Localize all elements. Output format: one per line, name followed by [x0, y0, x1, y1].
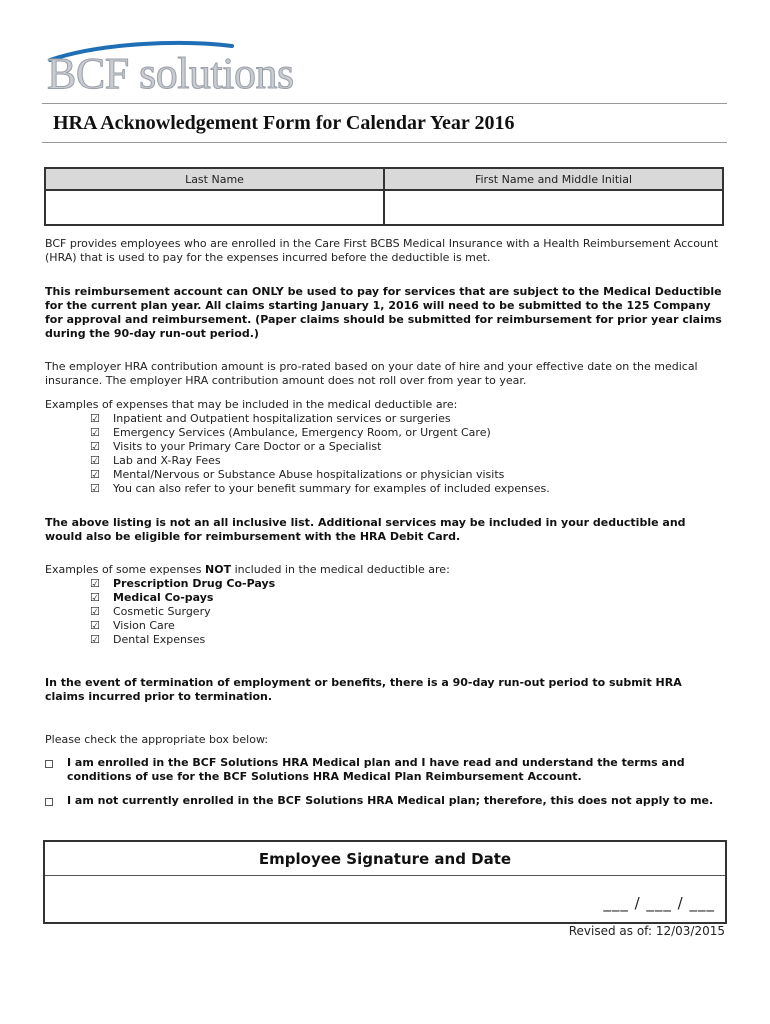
list-item: ☑ Prescription Drug Co-Pays: [90, 577, 276, 590]
list-item: ☑ You can also refer to your benefit summary for examples of included expenses.: [90, 482, 550, 495]
list-item: ☑ Cosmetic Surgery: [90, 605, 211, 618]
excluded-heading: Examples of some expenses NOT included in the medical deductible are:: [45, 563, 450, 576]
list-item: ☑ Dental Expenses: [90, 633, 206, 646]
included-heading: Examples of expenses that may be included in the medical deductible are:: [45, 398, 458, 411]
signature-heading: Employee Signature and Date: [45, 842, 725, 876]
enrolled-option-label: I am enrolled in the BCF Solutions HRA Medical plan and I have read and understand the terms and conditions of use for the BCF Solutions HRA Medical Plan Reimbursement Account.: [67, 756, 685, 783]
list-item: ☑ Emergency Services (Ambulance, Emergency Room, or Urgent Care): [90, 426, 491, 439]
name-table: [44, 167, 724, 226]
checkmark-icon: ☑: [90, 605, 100, 618]
signature-date-field[interactable]: ___ / ___ / ___: [603, 894, 715, 912]
contribution-paragraph: The employer HRA contribution amount is pro-rated based on your date of hire and your effective date on the medical insurance. The employer HRA contribution amount does not roll over from year to year.: [45, 360, 698, 387]
check-prompt: Please check the appropriate box below:: [45, 733, 269, 746]
checkmark-icon: ☑: [90, 454, 100, 467]
first-name-header: First Name and Middle Initial: [384, 168, 723, 190]
enrolled-checkbox[interactable]: [45, 760, 53, 768]
checkmark-icon: ☑: [90, 633, 100, 646]
list-item: ☑ Medical Co-pays: [90, 591, 214, 604]
not-enrolled-checkbox[interactable]: [45, 798, 53, 806]
last-name-field[interactable]: [45, 190, 384, 225]
logo-text: BCF solutions: [47, 49, 294, 98]
bcf-solutions-logo: [44, 40, 304, 98]
first-name-field[interactable]: [384, 190, 723, 225]
list-item: ☑ Vision Care: [90, 619, 175, 632]
enrolled-option[interactable]: [45, 756, 725, 784]
title-divider: [42, 142, 727, 143]
last-name-header: Last Name: [45, 168, 384, 190]
list-item: ☑ Lab and X-Ray Fees: [90, 454, 221, 467]
revised-date: Revised as of: 12/03/2015: [568, 924, 725, 938]
intro-paragraph: BCF provides employees who are enrolled in the Care First BCBS Medical Insurance with a Health Reimbursement Account (HRA) that is used to pay for the expenses incurred before the deductible is met.: [45, 237, 719, 264]
restriction-paragraph: This reimbursement account can ONLY be used to pay for services that are subject to the Medical Deductible for the current plan year. All claims starting January 1, 2016 will need to be submitted to the 125 Company for approval and reimbursement. (Paper claims should be submitted for reimbursement for prior year claims during the 90-day run-out period.): [45, 285, 722, 340]
checkmark-icon: ☑: [90, 468, 100, 481]
not-enrolled-option[interactable]: [45, 794, 725, 808]
list-item: ☑ Mental/Nervous or Substance Abuse hospitalizations or physician visits: [90, 468, 505, 481]
checkmark-icon: ☑: [90, 482, 100, 495]
termination-paragraph: In the event of termination of employment or benefits, there is a 90-day run-out period to submit HRA claims incurred prior to termination.: [45, 676, 682, 703]
not-enrolled-option-label: I am not currently enrolled in the BCF Solutions HRA Medical plan; therefore, this does not apply to me.: [67, 794, 714, 807]
included-list: [90, 412, 550, 496]
checkmark-icon: ☑: [90, 577, 100, 590]
excluded-list: [90, 577, 275, 647]
checkmark-icon: ☑: [90, 412, 100, 425]
checkmark-icon: ☑: [90, 591, 100, 604]
not-inclusive-paragraph: The above listing is not an all inclusive list. Additional services may be included in your deductible and would also be eligible for reimbursement with the HRA Debit Card.: [45, 516, 686, 543]
page-title: HRA Acknowledgement Form for Calendar Year 2016: [53, 112, 515, 134]
top-divider: [42, 103, 727, 104]
checkmark-icon: ☑: [90, 440, 100, 453]
checkmark-icon: ☑: [90, 619, 100, 632]
signature-box: [43, 840, 727, 924]
list-item: ☑ Inpatient and Outpatient hospitalization services or surgeries: [90, 412, 451, 425]
list-item: ☑ Visits to your Primary Care Doctor or a Specialist: [90, 440, 382, 453]
checkmark-icon: ☑: [90, 426, 100, 439]
